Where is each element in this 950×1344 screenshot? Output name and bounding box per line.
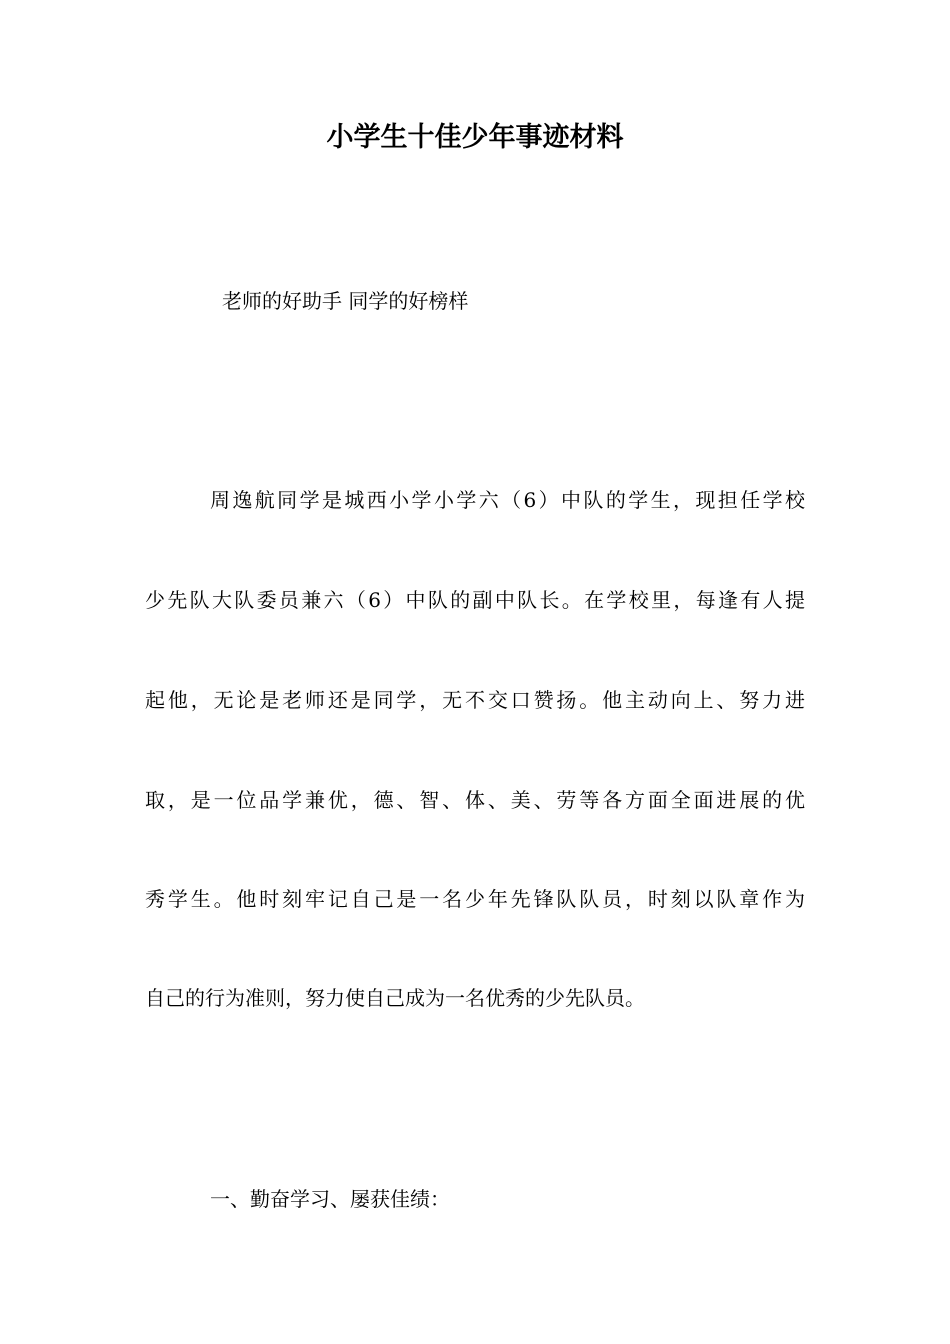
paragraph-line-4: 取，是一位品学兼优，德、智、体、美、劳等各方面全面进展的优 [145, 788, 805, 812]
paragraph-line-1: 周逸航同学是城西小学小学六（6）中队的学生，现担任学校 [210, 488, 805, 512]
paragraph-line-5: 秀学生。他时刻牢记自己是一名少年先锋队队员，时刻以队章作为 [145, 887, 805, 911]
section-heading: 一、勤奋学习、屡获佳绩： [210, 1187, 450, 1211]
paragraph-line-3: 起他，无论是老师还是同学，无不交口赞扬。他主动向上、努力进 [145, 688, 805, 712]
document-title: 小学生十佳少年事迹材料 [326, 122, 624, 153]
document-subtitle: 老师的好助手 同学的好榜样 [222, 289, 469, 313]
paragraph-line-2: 少先队大队委员兼六（6）中队的副中队长。在学校里，每逢有人提 [145, 588, 805, 612]
paragraph-line-6: 自己的行为准则，努力使自己成为一名优秀的少先队员。 [145, 986, 645, 1010]
